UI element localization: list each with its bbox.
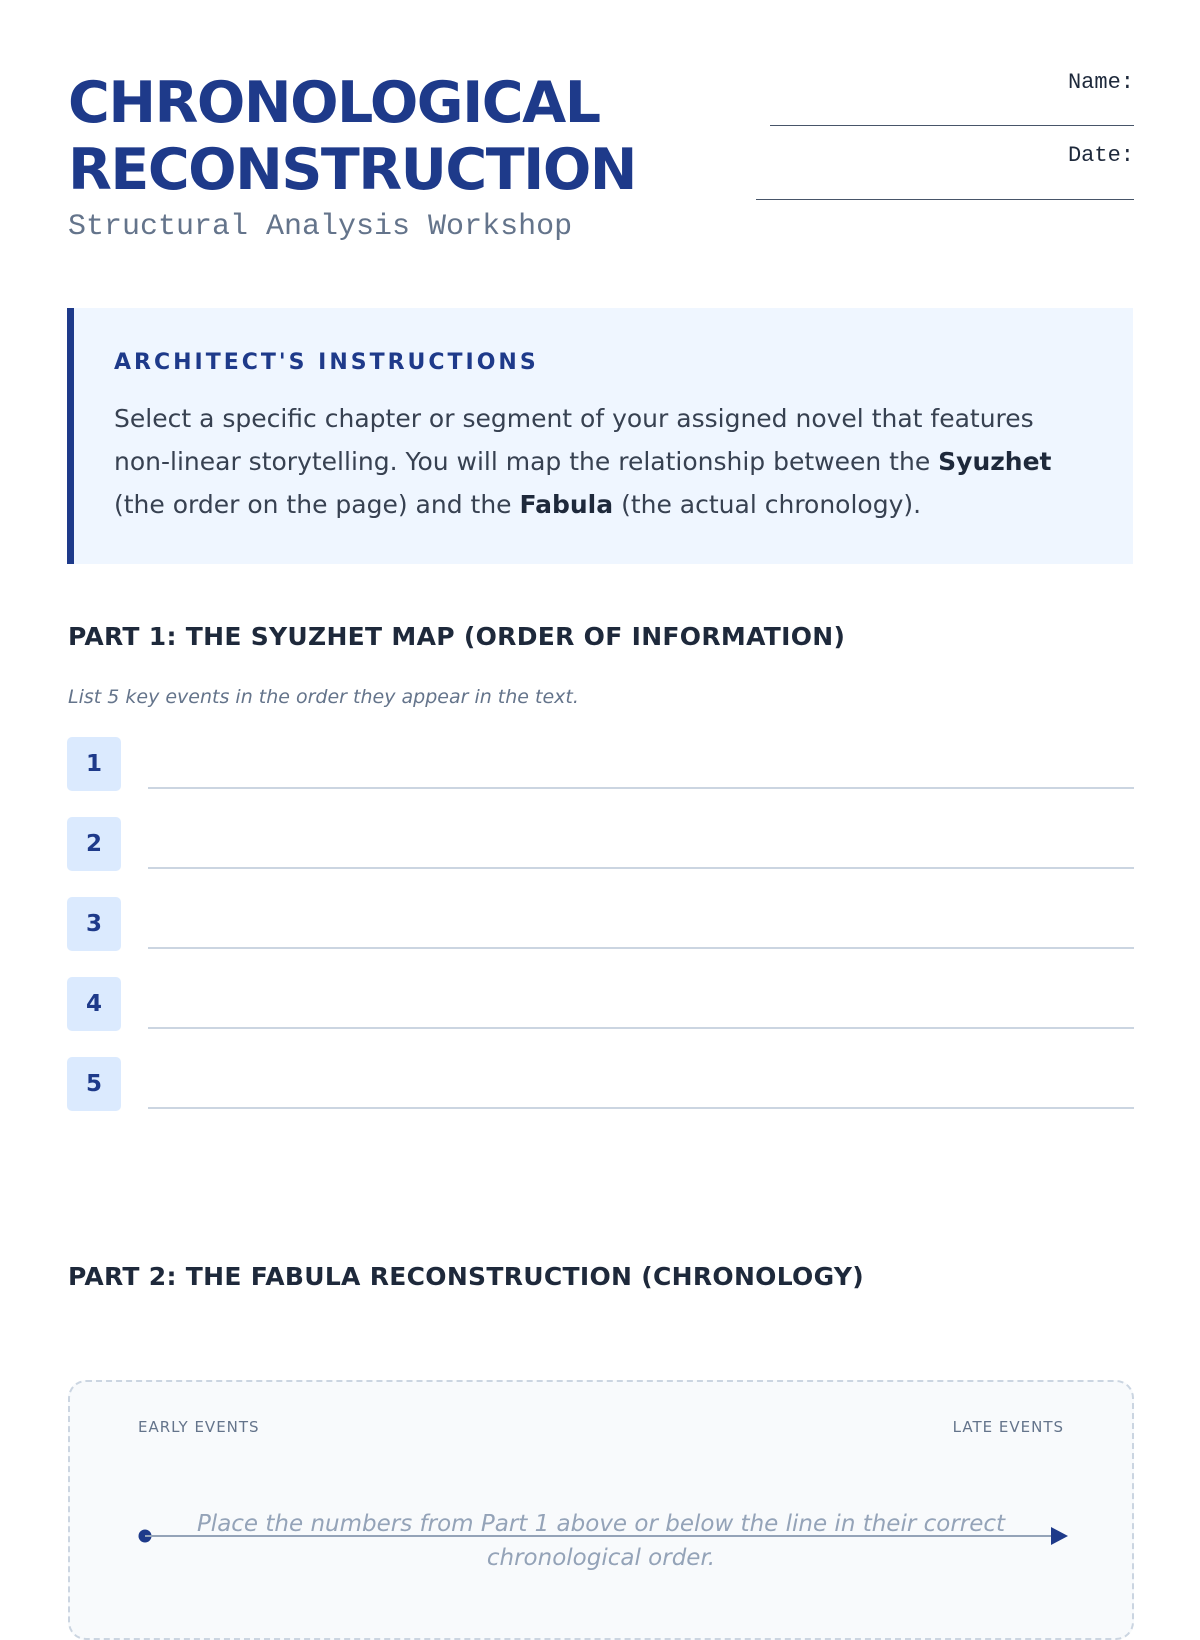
worksheet-title [68, 70, 636, 204]
term-fabula: Fabula [519, 490, 614, 519]
part1-hint: List 5 key events in the order they appear in the text. [68, 686, 579, 708]
event-number-badge: 4 [67, 977, 121, 1031]
early-events-label: EARLY EVENTS [138, 1418, 260, 1436]
fabula-timeline-area[interactable] [68, 1380, 1134, 1640]
event-row [67, 817, 1134, 897]
part2-heading: PART 2: THE FABULA RECONSTRUCTION (CHRONOLOGY) [68, 1262, 865, 1291]
title-line-2: RECONSTRUCTION [68, 137, 637, 203]
event-answer-line[interactable] [148, 1027, 1134, 1029]
instructions-panel [67, 308, 1133, 564]
instructions-text-3: (the actual chronology). [613, 490, 922, 519]
date-label: Date: [1067, 143, 1134, 168]
event-number-badge: 1 [67, 737, 121, 791]
event-number-badge: 3 [67, 897, 121, 951]
event-row [67, 977, 1134, 1057]
timeline-instruction: Place the numbers from Part 1 above or below the line in their correct chronological order. [196, 1511, 1006, 1571]
name-field-line[interactable] [770, 125, 1134, 126]
timeline-arrow-icon [1051, 1527, 1068, 1545]
part1-heading: PART 1: THE SYUZHET MAP (ORDER OF INFORMATION) [68, 622, 846, 651]
title-line-1: CHRONOLOGICAL [68, 70, 600, 136]
event-number-badge: 2 [67, 817, 121, 871]
event-row [67, 897, 1134, 977]
name-label: Name: [1067, 70, 1134, 95]
late-events-label: LATE EVENTS [952, 1418, 1064, 1436]
instructions-text [114, 397, 1093, 526]
instructions-heading: ARCHITECT'S INSTRUCTIONS [114, 350, 539, 375]
syuzhet-event-list [67, 737, 1134, 1137]
event-number-badge: 5 [67, 1057, 121, 1111]
instructions-text-2: (the order on the page) and the [114, 490, 520, 519]
date-field-line[interactable] [756, 199, 1134, 200]
event-answer-line[interactable] [148, 787, 1134, 789]
term-syuzhet: Syuzhet [938, 447, 1052, 476]
event-row [67, 737, 1134, 817]
event-answer-line[interactable] [148, 1107, 1134, 1109]
instructions-text-1: Select a specific chapter or segment of your assigned novel that features non-linear storytelling. You will map the relationship between the [114, 404, 1034, 476]
event-answer-line[interactable] [148, 867, 1134, 869]
event-row [67, 1057, 1134, 1137]
worksheet-subtitle: Structural Analysis Workshop [68, 210, 573, 244]
event-answer-line[interactable] [148, 947, 1134, 949]
